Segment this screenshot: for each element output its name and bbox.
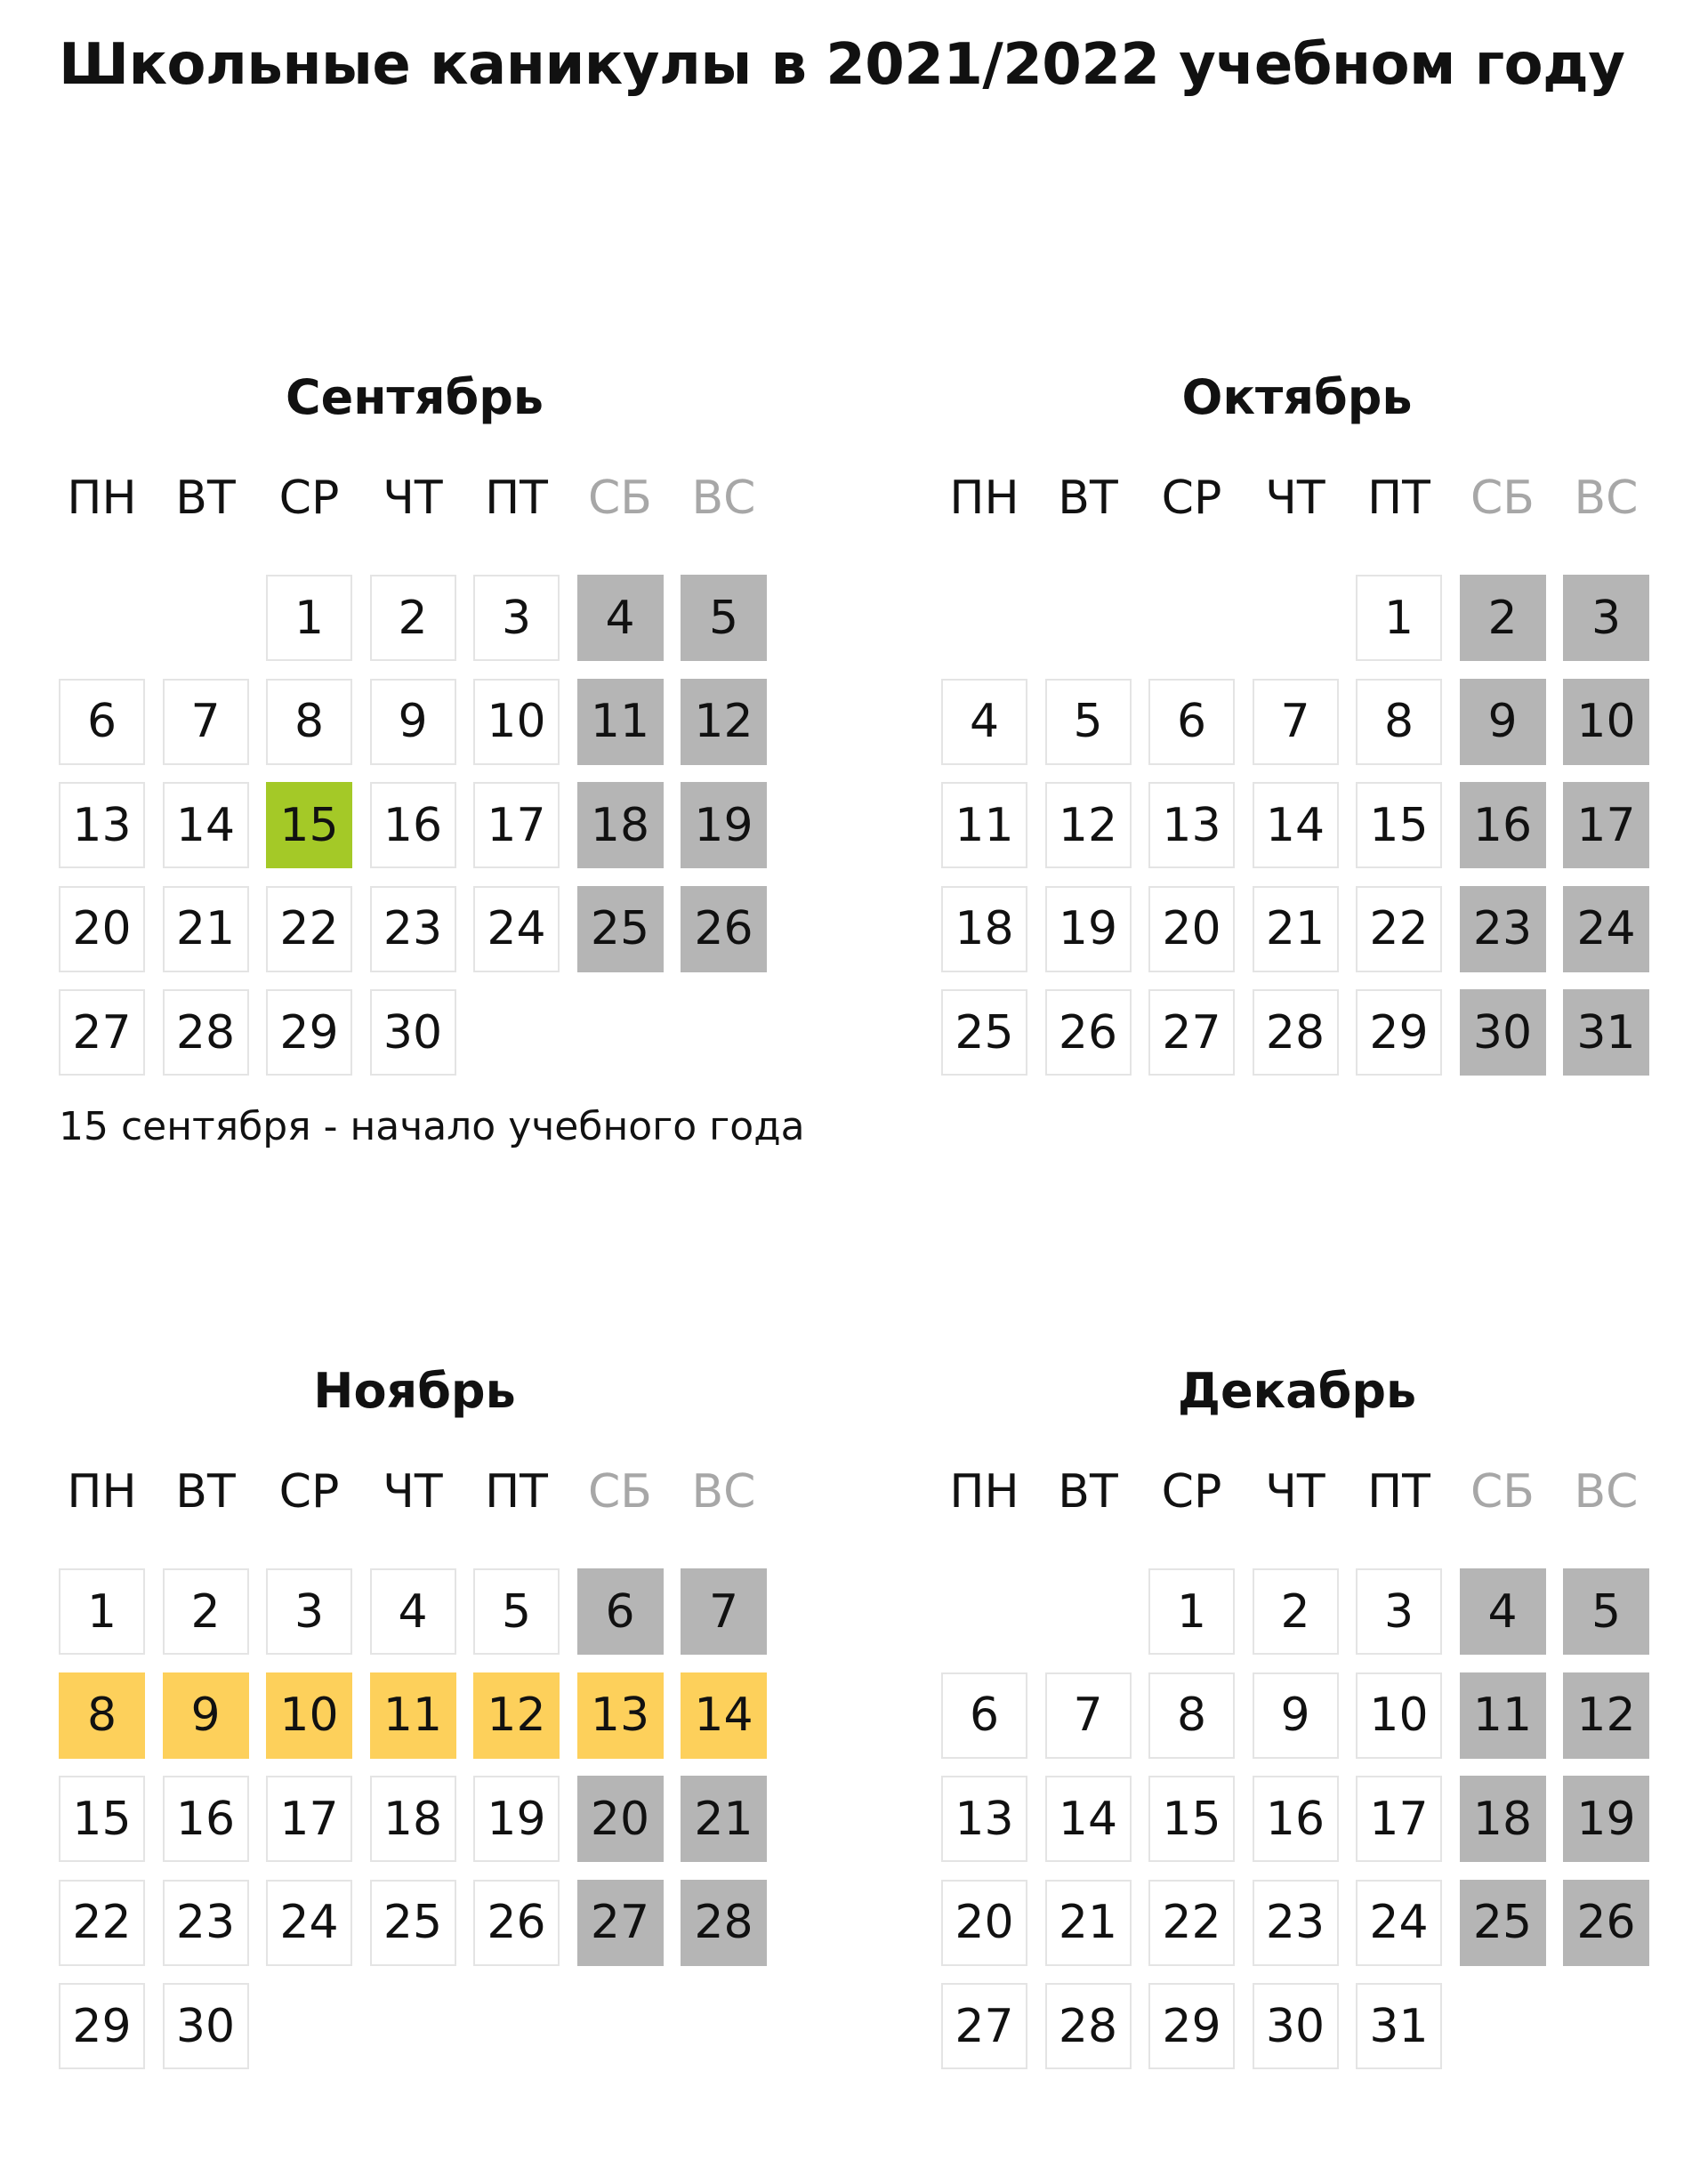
weekday-header: ЧТ [383,471,443,525]
day-cell: 7 [1253,679,1339,765]
weekend-day-cell: 18 [577,782,664,868]
weekend-day-cell: 24 [1563,886,1649,972]
day-cell: 23 [370,886,456,972]
day-cell: 16 [370,782,456,868]
weekend-day-cell: 4 [1460,1568,1546,1655]
day-cell: 13 [1148,782,1235,868]
day-cell: 24 [473,886,560,972]
day-cell: 9 [1253,1672,1339,1759]
weekday-header: ПТ [485,471,548,525]
day-cell: 29 [1356,989,1442,1076]
day-cell: 29 [1148,1983,1235,2069]
holiday-day-cell: 11 [370,1672,456,1759]
day-cell: 17 [1356,1776,1442,1862]
day-cell: 15 [1148,1776,1235,1862]
day-cell: 1 [1148,1568,1235,1655]
weekend-day-cell: 31 [1563,989,1649,1076]
day-cell: 21 [1253,886,1339,972]
holiday-day-cell: 8 [59,1672,145,1759]
weekday-header: ЧТ [1265,1465,1325,1519]
day-cell: 24 [1356,1880,1442,1966]
day-cell: 9 [370,679,456,765]
day-cell: 4 [941,679,1027,765]
day-cell: 16 [163,1776,249,1862]
day-cell: 20 [1148,886,1235,972]
weekday-header: ПТ [1367,1465,1430,1519]
weekend-day-cell: 7 [681,1568,767,1655]
weekend-day-cell: 25 [1460,1880,1546,1966]
day-cell: 30 [1253,1983,1339,2069]
day-cell: 10 [1356,1672,1442,1759]
holiday-day-cell: 12 [473,1672,560,1759]
day-cell: 14 [1253,782,1339,868]
weekday-header: ПН [949,1465,1019,1519]
month-1 [59,369,828,1174]
day-cell: 20 [941,1880,1027,1966]
day-cell: 3 [1356,1568,1442,1655]
day-cell: 27 [941,1983,1027,2069]
day-cell: 28 [1253,989,1339,1076]
weekend-day-cell: 4 [577,575,664,661]
weekend-day-cell: 23 [1460,886,1546,972]
weekend-day-cell: 16 [1460,782,1546,868]
weekend-day-cell: 3 [1563,575,1649,661]
day-cell: 7 [1045,1672,1132,1759]
day-cell: 25 [941,989,1027,1076]
weekday-header: ПТ [1367,471,1430,525]
weekday-header: ВТ [1058,471,1118,525]
day-cell: 1 [266,575,352,661]
weekday-header: ПТ [485,1465,548,1519]
day-cell: 10 [473,679,560,765]
day-cell: 27 [59,989,145,1076]
weekend-day-cell: 9 [1460,679,1546,765]
weekday-header: ВТ [1058,1465,1118,1519]
day-cell: 26 [1045,989,1132,1076]
day-cell: 14 [163,782,249,868]
weekday-header: СР [278,1465,340,1519]
weekday-header: СБ [1470,471,1535,525]
weekend-day-cell: 12 [1563,1672,1649,1759]
weekend-day-cell: 27 [577,1880,664,1966]
day-cell: 17 [473,782,560,868]
weekend-day-cell: 26 [681,886,767,972]
day-cell: 29 [266,989,352,1076]
day-cell: 5 [1045,679,1132,765]
weekday-header: ВС [1574,1465,1639,1519]
weekend-day-cell: 2 [1460,575,1546,661]
day-cell: 28 [1045,1983,1132,2069]
day-cell: 17 [266,1776,352,1862]
weekend-day-cell: 11 [577,679,664,765]
day-cell: 3 [473,575,560,661]
day-cell: 29 [59,1983,145,2069]
day-cell: 1 [1356,575,1442,661]
day-cell: 15 [59,1776,145,1862]
month-4 [941,1363,1708,2168]
weekday-header: СР [278,471,340,525]
month-2 [941,369,1708,1174]
weekday-header: ПН [949,471,1019,525]
day-cell: 24 [266,1880,352,1966]
holiday-day-cell: 10 [266,1672,352,1759]
day-cell: 5 [473,1568,560,1655]
day-cell: 2 [370,575,456,661]
weekend-day-cell: 12 [681,679,767,765]
day-cell: 11 [941,782,1027,868]
day-cell: 8 [1148,1672,1235,1759]
weekday-header: СР [1161,1465,1222,1519]
weekend-day-cell: 25 [577,886,664,972]
day-cell: 18 [370,1776,456,1862]
day-cell: 22 [266,886,352,972]
day-cell: 23 [1253,1880,1339,1966]
weekday-header: СБ [588,1465,652,1519]
day-cell: 3 [266,1568,352,1655]
weekend-day-cell: 21 [681,1776,767,1862]
weekend-day-cell: 20 [577,1776,664,1862]
weekday-header: ВТ [175,471,236,525]
day-cell: 8 [1356,679,1442,765]
day-cell: 30 [163,1983,249,2069]
day-cell: 14 [1045,1776,1132,1862]
weekday-header: ВС [691,471,756,525]
weekend-day-cell: 10 [1563,679,1649,765]
weekend-day-cell: 5 [1563,1568,1649,1655]
day-cell: 7 [163,679,249,765]
weekday-header: ПН [67,471,137,525]
weekday-header: ЧТ [383,1465,443,1519]
weekend-day-cell: 19 [681,782,767,868]
weekend-day-cell: 5 [681,575,767,661]
day-cell: 27 [1148,989,1235,1076]
day-cell: 19 [473,1776,560,1862]
day-cell: 8 [266,679,352,765]
day-cell: 2 [1253,1568,1339,1655]
weekday-header: ВС [691,1465,756,1519]
weekend-day-cell: 6 [577,1568,664,1655]
day-cell: 2 [163,1568,249,1655]
holiday-day-cell: 14 [681,1672,767,1759]
day-cell: 20 [59,886,145,972]
weekday-header: СБ [1470,1465,1535,1519]
month-note: 15 сентября - начало учебного года [59,1103,805,1149]
weekend-day-cell: 28 [681,1880,767,1966]
day-cell: 22 [1148,1880,1235,1966]
day-cell: 21 [1045,1880,1132,1966]
day-cell: 31 [1356,1983,1442,2069]
weekend-day-cell: 11 [1460,1672,1546,1759]
month-title: Октябрь [1181,369,1413,425]
day-cell: 6 [1148,679,1235,765]
weekend-day-cell: 26 [1563,1880,1649,1966]
day-cell: 15 [1356,782,1442,868]
day-cell: 25 [370,1880,456,1966]
month-title: Ноябрь [313,1363,516,1419]
weekday-header: ЧТ [1265,471,1325,525]
day-cell: 19 [1045,886,1132,972]
holiday-day-cell: 13 [577,1672,664,1759]
day-cell: 1 [59,1568,145,1655]
day-cell: 13 [941,1776,1027,1862]
weekend-day-cell: 19 [1563,1776,1649,1862]
day-cell: 28 [163,989,249,1076]
weekend-day-cell: 30 [1460,989,1546,1076]
school-start-day-cell: 15 [266,782,352,868]
weekday-header: ВС [1574,471,1639,525]
day-cell: 4 [370,1568,456,1655]
day-cell: 21 [163,886,249,972]
weekday-header: ПН [67,1465,137,1519]
day-cell: 12 [1045,782,1132,868]
day-cell: 16 [1253,1776,1339,1862]
day-cell: 30 [370,989,456,1076]
day-cell: 6 [941,1672,1027,1759]
day-cell: 13 [59,782,145,868]
day-cell: 6 [59,679,145,765]
holiday-day-cell: 9 [163,1672,249,1759]
weekend-day-cell: 18 [1460,1776,1546,1862]
day-cell: 26 [473,1880,560,1966]
day-cell: 23 [163,1880,249,1966]
weekday-header: СР [1161,471,1222,525]
weekday-header: СБ [588,471,652,525]
month-title: Сентябрь [285,369,544,425]
weekday-header: ВТ [175,1465,236,1519]
day-cell: 22 [59,1880,145,1966]
weekend-day-cell: 17 [1563,782,1649,868]
day-cell: 22 [1356,886,1442,972]
month-title: Декабрь [1177,1363,1417,1419]
day-cell: 18 [941,886,1027,972]
month-3 [59,1363,828,2168]
page-title: Школьные каникулы в 2021/2022 учебном году [59,32,1625,98]
